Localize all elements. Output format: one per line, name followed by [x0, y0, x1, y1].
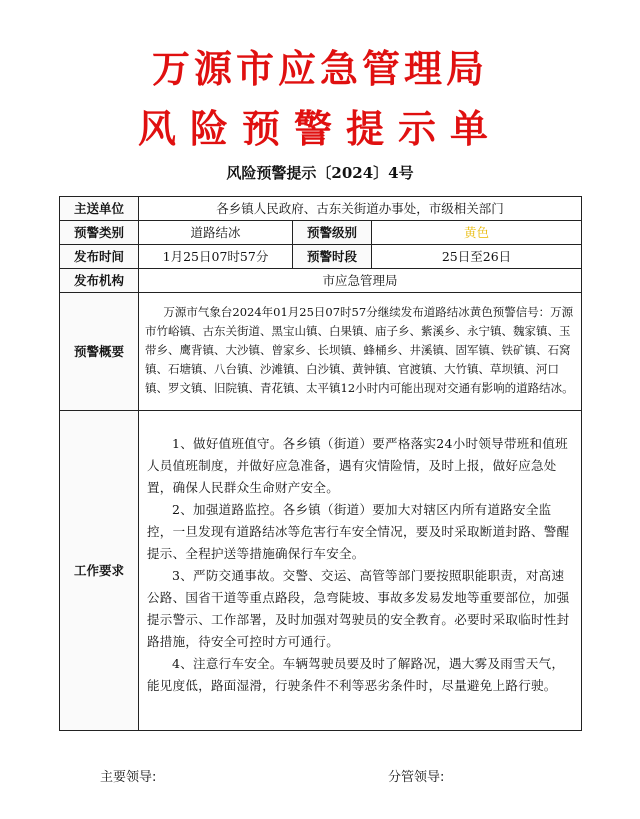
issue-time-label: 发布时间 — [60, 245, 139, 269]
requirements-body — [139, 411, 582, 731]
summary-text: 万源市气象台2024年01月25日07时57分继续发布道路结冰黄色预警信号：万源市竹峪镇、古东关街道、黑宝山镇、白果镇、庙子乡、紫溪乡、永宁镇、魏家镇、玉带乡、鹰背镇、大沙镇、曾家乡、长坝镇、蜂桶乡、井溪镇、固军镇、铁矿镇、石窝镇、石塘镇、八台镇、沙滩镇、白沙镇、黄钟镇、官渡镇、大竹镇、草坝镇、河口镇、罗文镇、旧院镇、青花镇、太平镇12小时内可能出现对交通有影响的道路结冰。 — [139, 293, 582, 411]
requirements-label: 工作要求 — [60, 411, 139, 731]
document-title: 风险预警提示单 — [137, 106, 502, 151]
level-label: 预警级别 — [293, 221, 372, 245]
issue-time-value: 1月25日07时57分 — [139, 245, 293, 269]
row-issuer — [60, 269, 582, 293]
category-label: 预警类别 — [60, 221, 139, 245]
recipient-label: 主送单位 — [60, 197, 139, 221]
level-value: 黄色 — [372, 221, 582, 245]
requirement-item: 2、加强道路监控。各乡镇（街道）要加大对辖区内所有道路安全监控，一旦发现有道路结冰等危害行车安全情况，要及时采取断道封路、警醒提示、全程护送等措施确保行车安全。 — [147, 502, 570, 561]
period-value: 25日至26日 — [372, 245, 582, 269]
row-summary — [60, 293, 582, 411]
deputy-leader-label: 分管领导: — [388, 770, 445, 785]
main-leader-label: 主要领导: — [100, 770, 157, 785]
row-time — [60, 245, 582, 269]
warning-table — [59, 196, 582, 731]
row-recipient — [60, 197, 582, 221]
period-label: 预警时段 — [293, 245, 372, 269]
row-category — [60, 221, 582, 245]
document-number: 风险预警提示〔2024〕4号 — [226, 164, 414, 182]
category-value: 道路结冰 — [139, 221, 293, 245]
requirement-item: 1、做好值班值守。各乡镇（街道）要严格落实24小时领导带班和值班人员值班制度，并做好应急准备，遇有灾情险情，及时上报，做好应急处置，确保人民群众生命财产安全。 — [147, 436, 568, 495]
summary-label: 预警概要 — [60, 293, 139, 411]
recipient-value: 各乡镇人民政府、古东关街道办事处，市级相关部门 — [139, 197, 582, 221]
requirement-item: 4、注意行车安全。车辆驾驶员要及时了解路况，遇大雾及雨雪天气，能见度低，路面湿滑，行驶条件不利等恶劣条件时，尽量避免上路行驶。 — [147, 656, 565, 693]
agency-title: 万源市应急管理局 — [151, 46, 488, 91]
issuer-label: 发布机构 — [60, 269, 139, 293]
row-requirements — [60, 411, 582, 731]
issuer-value: 市应急管理局 — [139, 269, 582, 293]
requirement-item: 3、严防交通事故。交警、交运、高管等部门要按照职能职责，对高速公路、国省干道等重点路段，急弯陡坡、事故多发易发地等重要部位，加强提示警示、工作部署，及时加强对驾驶员的安全教育。必要时采取临时性封路措施，待安全可控时方可通行。 — [147, 568, 570, 649]
